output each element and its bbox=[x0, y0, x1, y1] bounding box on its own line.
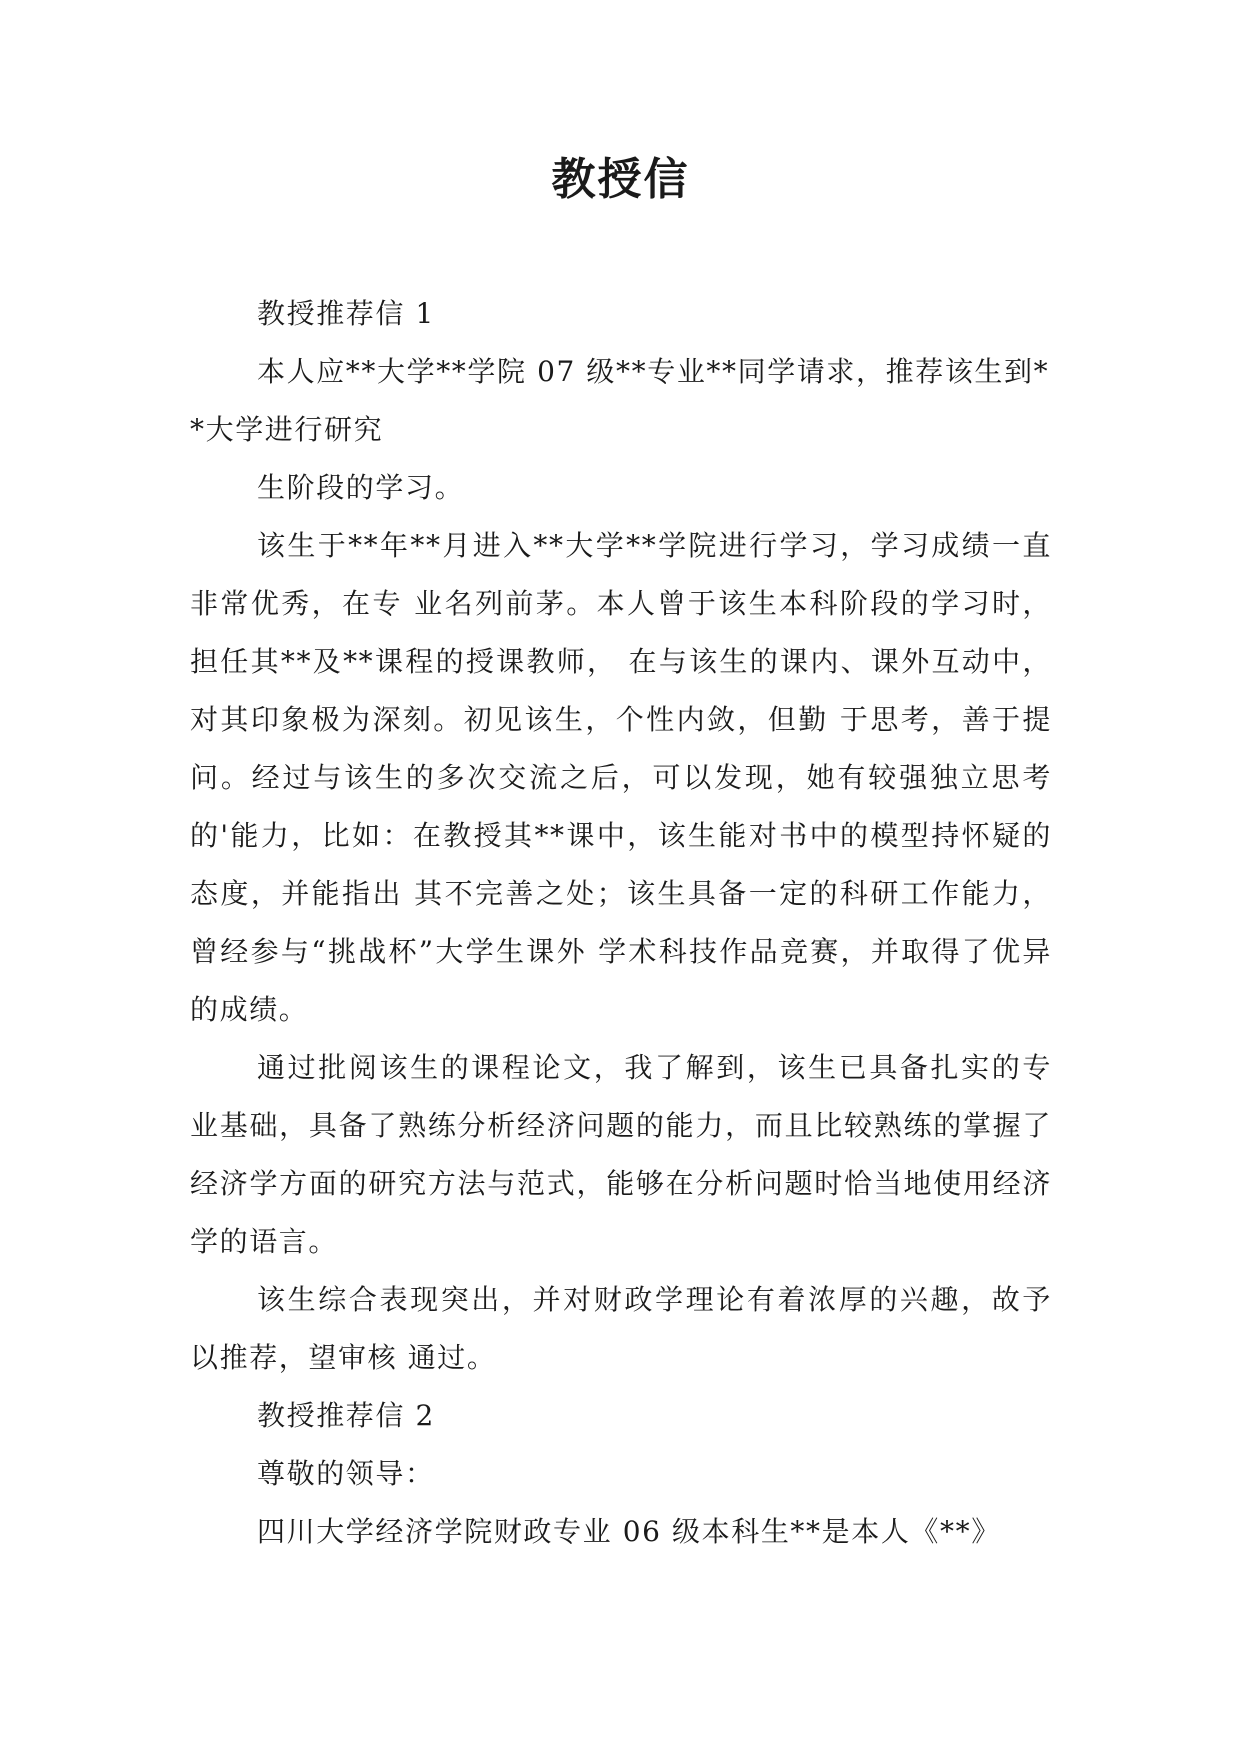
paragraph-heading-letter-1: 教授推荐信 1 bbox=[257, 297, 435, 330]
paragraph-request-continued: 生阶段的学习。 bbox=[257, 471, 465, 504]
paragraph-student-performance: 该生于**年**月进入**大学**学院进行学习，学习成绩一直非常优秀，在专 业名列前茅。本人曾于该生本科阶段的学习时，担任其**及**课程的授课教师， 在与该生的课内、课外互动中，对其印象极为深刻。初见该生，个性内敛，但勤 于思考，善于提问。经过与该生的多次交流之后，可以发现，她有较强独立思考 的'能力，比如：在教授其**课中，该生能对书中的模型持怀疑的态度，并能指出 其不完善之处；该生具备一定的科研工作能力，曾经参与“挑战杯”大学生课外 学术科技作品竞赛，并取得了优异的成绩。 bbox=[190, 529, 1052, 1026]
paragraph-course-paper: 通过批阅该生的课程论文，我了解到，该生已具备扎实的专业基础，具备了熟练分析经济问题的能力，而且比较熟练的掌握了经济学方面的研究方法与范式，能够在分析问题时恰当地使用经济学的语言。 bbox=[190, 1051, 1052, 1258]
document-title: 教授信 bbox=[551, 154, 690, 205]
paragraph-heading-letter-2: 教授推荐信 2 bbox=[257, 1399, 435, 1432]
paragraph-letter-2-intro: 四川大学经济学院财政专业 06 级本科生**是本人《**》 bbox=[257, 1515, 1001, 1548]
paragraph-salutation: 尊敬的领导： bbox=[257, 1457, 435, 1490]
paragraph-request: 本人应**大学**学院 07 级**专业**同学请求，推荐该生到**大学进行研究 bbox=[190, 355, 1050, 446]
paragraph-recommendation: 该生综合表现突出，并对财政学理论有着浓厚的兴趣，故予以推荐，望审核 通过。 bbox=[190, 1283, 1052, 1374]
document-body bbox=[190, 285, 1052, 1561]
